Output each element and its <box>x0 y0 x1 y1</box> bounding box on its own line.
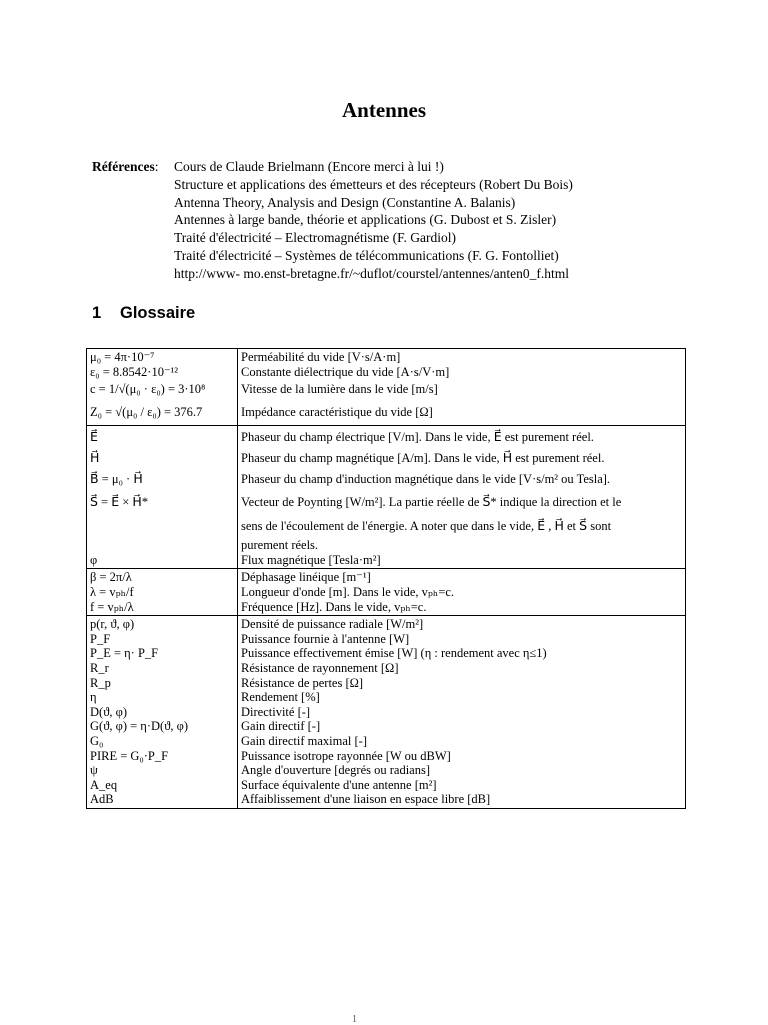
description: Densité de puissance radiale [W/m²] <box>241 617 424 632</box>
symbol: c = 1/√(μ₀ · ε₀) = 3·10⁸ <box>90 382 206 397</box>
table-row <box>87 616 686 809</box>
description-cell <box>238 349 686 426</box>
description: Rendement [%] <box>241 690 320 705</box>
description: Flux magnétique [Tesla·m²] <box>241 552 381 567</box>
description: purement réels. <box>241 538 319 553</box>
symbol: λ = vₚₕ/f <box>90 584 134 599</box>
symbol-cell <box>87 426 238 569</box>
symbol: Z₀ = √(μ₀ / ε₀) = 376.7 <box>90 405 203 420</box>
reference-item: Structure et applications des émetteurs et des récepteurs (Robert Du Bois) <box>174 176 573 192</box>
symbol: G₀ <box>90 733 104 748</box>
page-title: Antennes <box>341 98 426 122</box>
description: Résistance de pertes [Ω] <box>241 675 364 690</box>
table-row <box>87 569 686 616</box>
reference-item: Traité d'électricité – Electromagnétisme (F. Gardiol) <box>174 230 457 246</box>
reference-item: Traité d'électricité – Systèmes de télécommunications (F. G. Fontolliet) <box>174 247 559 263</box>
description: Puissance effectivement émise [W] (η : rendement avec η≤1) <box>241 646 547 661</box>
description: Puissance isotrope rayonnée [W ou dBW] <box>241 748 451 763</box>
description: Phaseur du champ magnétique [A/m]. Dans le vide, H⃗ est purement réel. <box>241 451 605 466</box>
symbol: P_F <box>90 631 111 646</box>
description: Gain directif [-] <box>241 719 321 734</box>
symbol: R_p <box>90 675 111 690</box>
symbol: D(ϑ, φ) <box>90 704 128 719</box>
reference-item: Antennes à large bande, théorie et applications (G. Dubost et S. Zisler) <box>174 212 557 228</box>
page-footer <box>92 1014 357 1025</box>
symbol: f = vₚₕ/λ <box>90 599 134 614</box>
description: Surface équivalente d'une antenne [m²] <box>241 777 437 792</box>
symbol: p(r, ϑ, φ) <box>90 617 135 632</box>
description: sens de l'écoulement de l'énergie. A noter que dans le vide, E⃗ , H⃗ et S⃗ sont <box>241 519 612 534</box>
table-row <box>87 426 686 569</box>
description-cell <box>238 426 686 569</box>
symbol: PIRE = G₀·P_F <box>90 748 169 763</box>
description-cell <box>238 569 686 616</box>
description: Affaiblissement d'une liaison en espace libre [dB] <box>241 792 491 807</box>
description: Angle d'ouverture [degrés ou radians] <box>241 763 430 778</box>
symbol: P_E = η· P_F <box>90 646 159 661</box>
symbol: H⃗ <box>90 451 100 466</box>
symbol: φ <box>90 552 98 567</box>
symbol: η <box>90 690 97 705</box>
references-label: Références: <box>92 159 159 174</box>
description: Impédance caractéristique du vide [Ω] <box>241 405 433 420</box>
glossary-table <box>86 348 686 809</box>
symbol: G(ϑ, φ) = η·D(ϑ, φ) <box>90 719 189 734</box>
description: Perméabilité du vide [V·s/A·m] <box>241 350 401 364</box>
description: Phaseur du champ électrique [V/m]. Dans le vide, E⃗ est purement réel. <box>241 430 594 445</box>
symbol: AdB <box>90 792 114 807</box>
symbol <box>90 514 233 538</box>
page-number: 1 <box>352 1014 357 1025</box>
symbol-cell <box>87 569 238 616</box>
symbol: μ₀ = 4π·10⁻⁷ <box>90 350 155 364</box>
description: Résistance de rayonnement [Ω] <box>241 660 399 675</box>
description: Gain directif maximal [-] <box>241 733 367 748</box>
reference-url[interactable]: http://www- mo.enst-bretagne.fr/~duflot/courstel/antennes/anten0_f.html <box>174 265 569 281</box>
symbol: ε₀ = 8.8542·10⁻¹² <box>90 364 179 379</box>
table-row <box>87 349 686 426</box>
description: Constante diélectrique du vide [A·s/V·m] <box>241 364 450 379</box>
symbol: A_eq <box>90 777 118 792</box>
description: Longueur d'onde [m]. Dans le vide, vₚₕ=c. <box>241 584 455 599</box>
description-cell <box>238 616 686 809</box>
section-heading <box>92 304 195 323</box>
description: Phaseur du champ d'induction magnétique dans le vide [V·s/m² ou Tesla]. <box>241 472 611 487</box>
references-list <box>174 158 573 283</box>
reference-item: Cours de Claude Brielmann (Encore merci à lui !) <box>174 159 444 174</box>
symbol: S⃗ = E⃗ × H⃗* <box>90 495 149 510</box>
description: Directivité [-] <box>241 704 311 719</box>
symbol: R_r <box>90 660 109 675</box>
description: Fréquence [Hz]. Dans le vide, vₚₕ=c. <box>241 599 427 614</box>
symbol: B⃗ = μ₀ · H⃗ <box>90 472 143 487</box>
description: Puissance fournie à l'antenne [W] <box>241 631 410 646</box>
section-number: 1 <box>92 304 102 322</box>
symbol-cell <box>87 349 238 426</box>
symbol: β = 2π/λ <box>90 570 132 585</box>
symbol-cell <box>87 616 238 809</box>
description: Vitesse de la lumière dans le vide [m/s] <box>241 382 438 397</box>
reference-item: Antenna Theory, Analysis and Design (Constantine A. Balanis) <box>174 194 516 210</box>
section-title: Glossaire <box>120 304 196 322</box>
description: Déphasage linéique [m⁻¹] <box>241 570 371 585</box>
symbol: ψ <box>90 763 98 778</box>
symbol <box>90 538 233 553</box>
symbol: E⃗ <box>90 430 98 445</box>
description: Vecteur de Poynting [W/m²]. La partie réelle de S⃗* indique la direction et le <box>241 495 622 510</box>
